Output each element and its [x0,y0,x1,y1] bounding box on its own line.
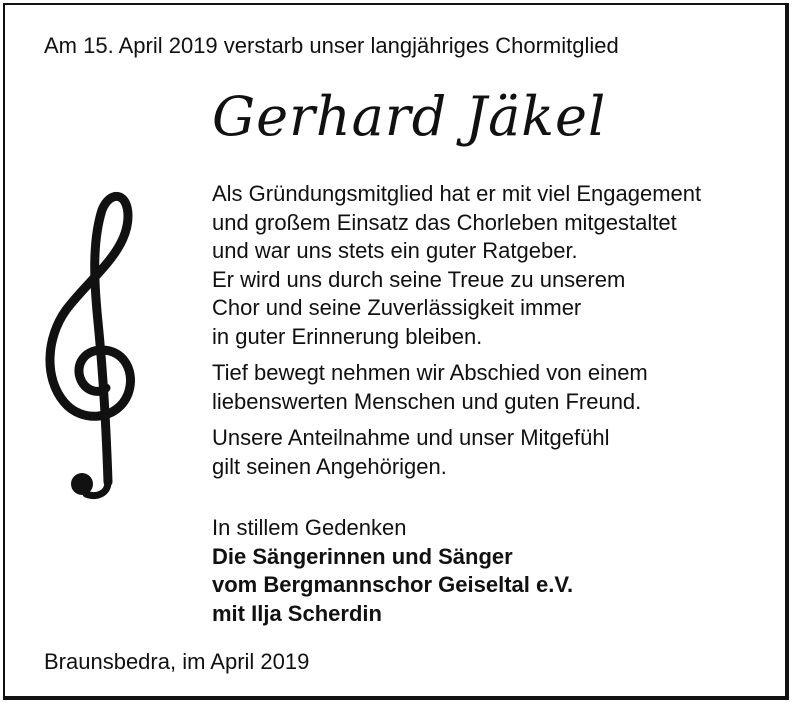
signatory-line: vom Bergmannschor Geiseltal e.V. [212,572,574,597]
closing-greeting: In stillem Gedenken [212,515,407,540]
text-line: Unsere Anteilnahme und unser Mitgefühl [212,425,610,450]
paragraph-condolence [212,424,772,481]
treble-clef-icon [36,182,146,502]
closing-block [212,514,573,628]
text-line: Als Gründungsmitglied hat er mit viel Engagement [212,181,702,206]
paragraph-farewell [212,359,772,416]
paragraph-tribute [212,180,772,351]
signatory-line: mit Ilja Scherdin [212,600,382,626]
text-line: Chor und seine Zuverlässigkeit immer [212,295,582,320]
text-line: in guter Erinnerung bleiben. [212,323,483,349]
text-line: und war uns stets ein guter Ratgeber. [212,238,578,263]
signatory-line: Die Sängerinnen und Sänger [212,543,513,569]
text-line: und großem Einsatz das Chorleben mitgestaltet [212,209,677,235]
body-text [212,180,772,489]
intro-line: Am 15. April 2019 verstarb unser langjähriges Chormitglied [44,33,619,58]
text-line: liebenswerten Menschen und guten Freund. [212,388,642,414]
text-line: Er wird uns durch seine Treue zu unserem [212,266,626,292]
text-line: Tief bewegt nehmen wir Abschied von einem [212,360,648,385]
deceased-name: Gerhard Jäkel [212,85,607,148]
text-line: gilt seinen Angehörigen. [212,453,447,479]
place-date: Braunsbedra, im April 2019 [44,649,310,674]
